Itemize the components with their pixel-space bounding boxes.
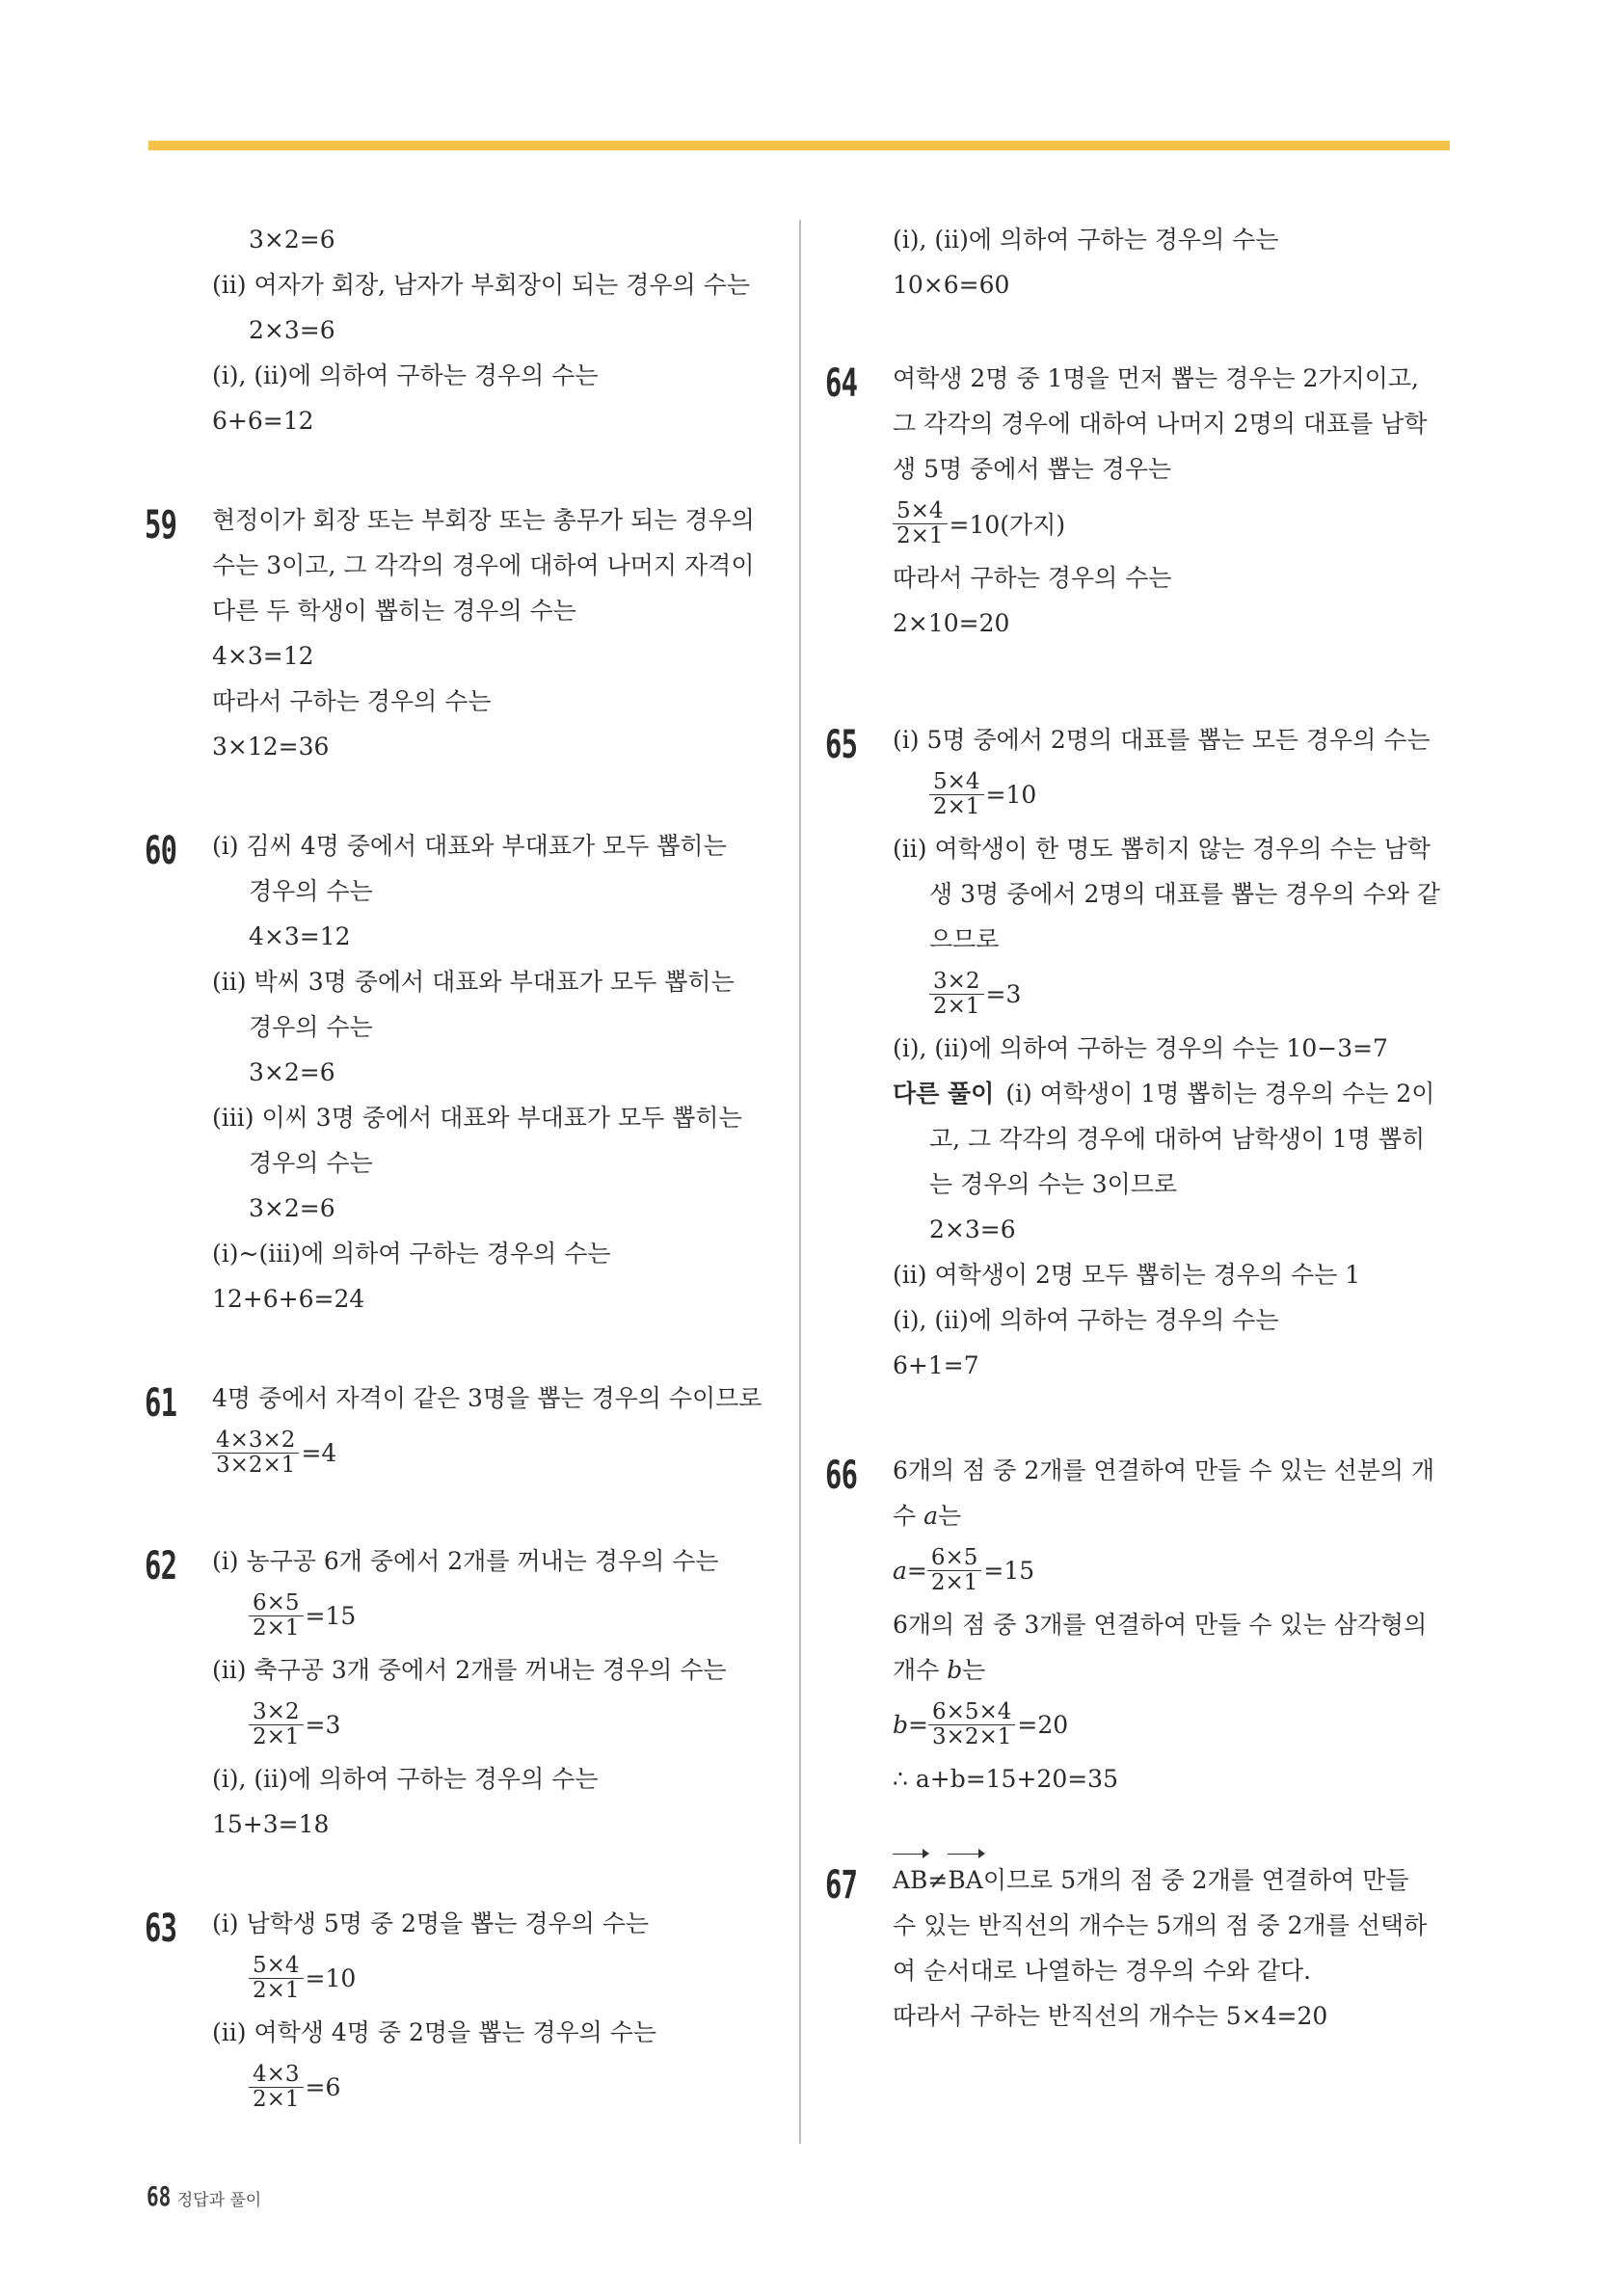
problem-63-continued [825,217,1461,307]
text-line: 따라서 구하는 경우의 수는 [212,687,492,715]
left-column [145,217,781,2119]
text-line: (ⅱ) 박씨 3명 중에서 대표와 부대표가 모두 뽑히는 [212,968,735,996]
numerator: 3×2 [929,970,984,995]
fraction-result: =20 [1017,1710,1069,1739]
fraction [212,1428,299,1478]
numerator: 4×3 [249,2063,304,2088]
text-line: 2×10=20 [893,609,1010,637]
text-line: (ⅰ) 남학생 5명 중 2명을 뽑는 경우의 수는 [212,1909,650,1937]
fraction [929,970,984,1019]
text-line: 6개의 점 중 3개를 연결하여 만들 수 있는 삼각형의 [893,1611,1428,1639]
text-line: (ⅰ) 김씨 4명 중에서 대표와 부대표가 모두 뽑히는 [212,832,727,860]
problem-number: 65 [825,723,858,767]
problem-61 [145,1375,781,1484]
text-line: (ⅰ), (ⅱ)에 의하여 구하는 경우의 수는 [212,1765,599,1793]
column-divider [799,220,801,2144]
denominator: 2×1 [253,1615,300,1641]
text-line: 따라서 구하는 반직선의 개수는 5×4=20 [893,2002,1328,2030]
fraction-result: =4 [301,1438,337,1467]
text-line: 그 각각의 경우에 대하여 나머지 2명의 대표를 남학 [893,410,1428,438]
not-equal-sign: ≠ [927,1866,949,1894]
right-column [825,217,1461,2039]
numerator: 3×2 [249,1700,304,1725]
problem-67 [825,1857,1461,2039]
text-line: (ⅲ) 이씨 3명 중에서 대표와 부대표가 모두 뽑히는 [212,1104,742,1132]
fraction-result: =3 [305,1710,341,1739]
text-line: 다른 두 학생이 뽑히는 경우의 수는 [212,597,576,625]
denominator: 2×1 [933,793,980,819]
text-line: 수는 3이고, 그 각각의 경우에 대하여 나머지 자격이 [212,551,755,579]
fraction-result: =10(가지) [949,511,1066,539]
denominator: 2×1 [253,2086,300,2112]
text-line: 생 3명 중에서 2명의 대표를 뽑는 경우의 수와 같 [929,880,1441,908]
text-line: (ⅱ) 여학생이 2명 모두 뽑히는 경우의 수는 1 [893,1261,1361,1289]
problem-62 [145,1538,781,1847]
fraction-result: =15 [983,1556,1035,1585]
problem-number: 67 [825,1863,858,1908]
text-line: 는 경우의 수는 3이므로 [929,1170,1178,1198]
text-line [893,1493,1461,1538]
problem-number: 63 [145,1907,177,1951]
text-line: 4×3=12 [212,642,314,670]
problem-66 [825,1448,1461,1802]
text-line: 3×12=36 [212,733,330,761]
fraction-expression [212,1584,781,1647]
text-line: (ⅱ) 축구공 3개 중에서 2개를 꺼내는 경우의 수는 [212,1656,727,1684]
text-line: (ⅰ)~(ⅲ)에 의하여 구하는 경우의 수는 [212,1240,611,1268]
numerator: 6×5×4 [928,1700,1015,1725]
text-line: (ⅰ) 농구공 6개 중에서 2개를 꺼내는 경우의 수는 [212,1547,719,1575]
text-line: 여 순서대로 나열하는 경우의 수와 같다. [893,1957,1312,1985]
text-line: 경우의 수는 [249,1149,373,1177]
fraction [249,1700,304,1749]
fraction-result: =10 [985,780,1037,809]
text-line: 수 있는 반직선의 개수는 5개의 점 중 2개를 선택하 [893,1911,1428,1939]
variable: a [923,1502,939,1530]
fraction-prefix: a= [893,1556,927,1585]
text-line: 3×2=6 [249,226,335,254]
fraction [928,1700,1015,1749]
text-line: ∴ a+b=15+20=35 [893,1765,1118,1793]
fraction-expression [893,1538,1461,1602]
text-line: 6개의 점 중 2개를 연결하여 만들 수 있는 선분의 개 [893,1456,1435,1484]
fraction-result: =3 [985,979,1022,1008]
fraction [249,1591,304,1641]
text-line: 고, 그 각각의 경우에 대하여 남학생이 1명 뽑히 [929,1125,1426,1153]
text-line: (ⅰ), (ⅱ)에 의하여 구하는 경우의 수는 [212,361,599,389]
variable: b [947,1656,963,1684]
fraction-expression [893,492,1461,555]
text-line: 생 5명 중에서 뽑는 경우는 [893,455,1172,483]
fraction-expression [212,2055,781,2119]
problem-58-continued [145,217,781,443]
denominator: 2×1 [253,1723,300,1749]
text-line: (ⅰ), (ⅱ)에 의하여 구하는 경우의 수는 10−3=7 [893,1034,1388,1062]
text-span: 는 [938,1502,962,1530]
text-line: (ⅱ) 여학생이 한 명도 뽑히지 않는 경우의 수는 남학 [893,835,1431,863]
text-line: (ⅱ) 여학생 4명 중 2명을 뽑는 경우의 수는 [212,2018,657,2046]
fraction [249,1954,304,2003]
text-line: 10×6=60 [893,271,1010,299]
fraction [927,1546,982,1595]
fraction-expression [212,1946,781,2010]
numerator: 6×5 [927,1546,982,1571]
problem-63 [145,1901,781,2119]
fraction-expression [893,962,1461,1026]
text-span: (ⅰ) 여학생이 1명 뽑히는 경우의 수는 2이 [1005,1080,1435,1108]
problem-65 [825,717,1461,1388]
problem-number: 61 [145,1381,177,1426]
text-line [893,1857,1461,1903]
text-line: 6+6=12 [212,407,314,435]
ray-vector: AB [893,1857,927,1903]
numerator: 5×4 [249,1954,304,1979]
fraction [893,499,948,548]
denominator: 3×2×1 [216,1452,296,1478]
denominator: 2×1 [253,1977,300,2003]
fraction-result: =15 [305,1601,357,1630]
text-line: 으므로 [929,925,1000,953]
footer-label: 정답과 풀이 [176,2191,262,2210]
text-line: (ⅰ) 5명 중에서 2명의 대표를 뽑는 모든 경우의 수는 [893,726,1431,754]
alternate-solution-label: 다른 풀이 [893,1080,995,1108]
text-line: 따라서 구하는 경우의 수는 [893,564,1172,592]
problem-60 [145,823,781,1322]
fraction-prefix: b= [893,1710,928,1739]
denominator: 2×1 [933,993,980,1019]
alternate-solution-line [893,1071,1461,1116]
problem-64 [825,356,1461,646]
text-line: 3×2=6 [249,1058,335,1086]
fraction-expression [893,762,1461,826]
text-line: (ⅰ), (ⅱ)에 의하여 구하는 경우의 수는 [893,1306,1279,1334]
header-accent-bar [148,141,1450,150]
fraction-expression [893,1693,1461,1756]
denominator: 2×1 [930,1569,978,1595]
ray-vector: BA [948,1857,982,1903]
fraction [249,2063,304,2112]
text-span: 는 [962,1656,986,1684]
fraction-expression [212,1693,781,1756]
text-line: 12+6+6=24 [212,1285,365,1313]
text-span: 이므로 5개의 점 중 2개를 연결하여 만들 [982,1866,1409,1894]
text-line: 4명 중에서 자격이 같은 3명을 뽑는 경우의 수이므로 [212,1384,762,1412]
text-line: 여학생 2명 중 1명을 먼저 뽑는 경우는 2가지이고, [893,364,1419,392]
problem-59 [145,497,781,769]
problem-number: 66 [825,1454,858,1498]
problem-number: 59 [145,503,177,547]
denominator: 3×2×1 [931,1723,1012,1749]
denominator: 2×1 [896,522,944,548]
fraction-expression [212,1421,781,1484]
text-line: (ⅱ) 여자가 회장, 남자가 부회장이 되는 경우의 수는 [212,271,750,299]
problem-number: 64 [825,361,858,406]
text-line: 2×3=6 [249,316,335,344]
fraction-result: =10 [305,1963,357,1992]
numerator: 6×5 [249,1591,304,1616]
fraction-result: =6 [305,2072,341,2101]
text-line: 6+1=7 [893,1351,979,1379]
text-line: 현정이가 회장 또는 부회장 또는 총무가 되는 경우의 [212,506,755,534]
problem-number: 62 [145,1544,177,1589]
text-line: 15+3=18 [212,1810,330,1838]
text-span: 개수 [893,1656,948,1684]
numerator: 5×4 [929,770,984,795]
text-line [893,1647,1461,1693]
page-number: 68 [147,2180,172,2212]
text-line: 3×2=6 [249,1194,335,1222]
numerator: 4×3×2 [212,1428,299,1454]
text-line: 경우의 수는 [249,877,373,905]
text-line: (ⅰ), (ⅱ)에 의하여 구하는 경우의 수는 [893,226,1279,254]
text-line: 경우의 수는 [249,1013,373,1041]
text-line: 2×3=6 [929,1215,1016,1243]
problem-number: 60 [145,829,177,873]
numerator: 5×4 [893,499,948,524]
page-footer [147,2180,261,2212]
fraction [929,770,984,819]
text-span: 수 [893,1502,924,1530]
text-line: 4×3=12 [249,922,351,950]
